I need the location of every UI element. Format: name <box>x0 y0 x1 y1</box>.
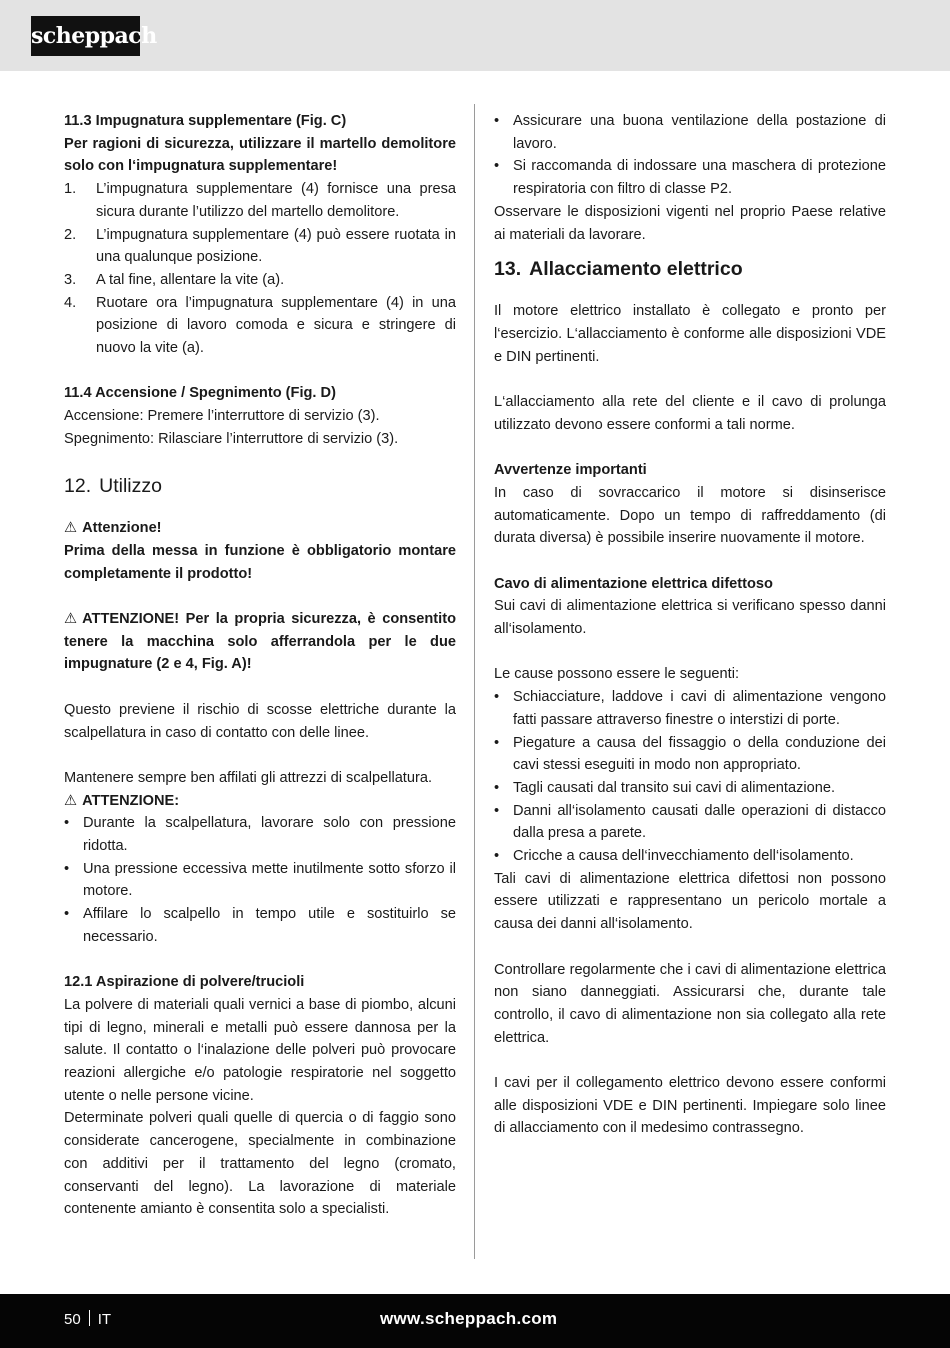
list-item: 2. L’impugnatura supplementare (4) può essere ruotata in una qualunque posizione. <box>64 226 456 266</box>
section-11-3-steps <box>64 178 456 360</box>
attention-label-2: ⚠ ATTENZIONE: <box>64 790 456 813</box>
list-item: • Assicurare una buona ventilazione della postazione di lavoro. <box>494 110 886 155</box>
important-notes-heading: Avvertenze importanti <box>494 462 647 479</box>
list-item: • Durante la scalpellatura, lavorare solo con pressione ridotta. <box>64 812 456 857</box>
page-number: 50 IT <box>64 1311 112 1328</box>
list-item: • Piegature a causa del fissaggio o della conduzione dei cavi stessi eseguiti in modo non appropriato. <box>494 732 886 777</box>
important-notes-text: In caso di sovraccarico il motore si disinserisce automaticamente. Dopo un tempo di raffreddamento (di durata diversa) è possibile inserire nuovamente il motore. <box>494 484 886 547</box>
section-12-1-heading: 12.1 Aspirazione di polvere/trucioli <box>64 974 305 991</box>
usage-bullets <box>64 812 456 948</box>
defective-cable-text: Sui cavi di alimentazione elettrica si verificano spesso danni all‘isolamento. <box>494 598 886 638</box>
switch-on-text: Accensione: Premere l’interruttore di servizio (3). <box>64 408 380 425</box>
right-column <box>494 110 886 1140</box>
ventilation-bullets <box>494 110 886 201</box>
warning-icon: ⚠ <box>64 792 78 809</box>
list-item: • Danni all‘isolamento causati dalle operazioni di distacco dalla presa a parete. <box>494 800 886 845</box>
list-item: • Schiacciature, laddove i cavi di alimentazione vengono fatti passare attraverso finestre o interstizi di porte. <box>494 686 886 731</box>
dust-paragraph-1: La polvere di materiali quali vernici a base di piombo, alcuni tipi di legno, minerali e metalli può essere dannosa per la salute. Il contatto o l‘inalazione delle polveri può provocare reazioni allergiche e/o patologie respiratorie nel soggetto utente o nelle persone vicine. <box>64 996 456 1104</box>
list-item: 1. L’impugnatura supplementare (4) fornisce una presa sicura durante l’utilizzo del martello demolitore. <box>64 181 456 220</box>
list-item: • Si raccomanda di indossare una maschera di protezione respiratoria con filtro di classe P2. <box>494 155 886 200</box>
causes-list <box>494 686 886 868</box>
dust-paragraph-2: Determinate polveri quali quelle di quercia o di faggio sono considerate cancerogene, specialmente in combinazione con additivi per il trattamento del legno (cromato, conservanti del legno). La lavorazione di materiale contenente amianto è consentita solo a specialisti. <box>64 1110 456 1218</box>
list-item: • Cricche a causa dell‘invecchiamento dell‘isolamento. <box>494 845 886 868</box>
section-13-heading: 13. Allacciamento elettrico <box>494 258 743 281</box>
language-code: IT <box>97 1311 112 1328</box>
left-column <box>64 110 456 1221</box>
switch-off-text: Spegnimento: Rilasciare l’interruttore di servizio (3). <box>64 430 399 447</box>
causes-outro: Tali cavi di alimentazione elettrica difettosi non possono essere utilizzati e rappresentano un pericolo mortale a causa dei danni all‘isolamento. <box>494 870 886 933</box>
page-header <box>0 0 950 71</box>
section-11-4-heading: 11.4 Accensione / Spegnimento (Fig. D) <box>64 385 336 402</box>
list-item: 3. A tal fine, allentare la vite (a). <box>64 271 285 288</box>
section-11-3-intro: Per ragioni di sicurezza, utilizzare il martello demolitore solo con l‘impugnatura supplementare! <box>64 135 456 175</box>
network-connection-text: L‘allacciamento alla rete del cliente e il cavo di prolunga utilizzato devono essere conformi a tali norme. <box>494 394 886 433</box>
warning-icon: ⚠ <box>64 611 78 628</box>
warning-icon: ⚠ <box>64 520 78 537</box>
column-divider <box>474 104 475 1259</box>
attention-label: ⚠ Attenzione! <box>64 517 456 540</box>
motor-connection-text: Il motore elettrico installato è collegato e pronto per l‘esercizio. L‘allacciamento è conforme alle disposizioni VDE e DIN pertinenti. <box>494 303 886 365</box>
shock-prevention-text: Questo previene il rischio di scosse elettriche durante la scalpellatura in caso di contatto con delle linee. <box>64 701 456 741</box>
list-item: • Affilare lo scalpello in tempo utile e sostituirlo se necessario. <box>64 903 456 948</box>
defective-cable-heading: Cavo di alimentazione elettrica difettoso <box>494 575 773 592</box>
sharpen-tools-text: Mantenere sempre ben affilati gli attrezzi di scalpellatura. <box>64 769 433 786</box>
causes-intro: Le cause possono essere le seguenti: <box>494 666 740 683</box>
country-rules-text: Osservare le disposizioni vigenti nel proprio Paese relative ai materiali da lavorare. <box>494 203 886 243</box>
section-12-heading: 12. Utilizzo <box>64 475 162 498</box>
brand-logo: scheppach <box>31 16 140 56</box>
section-11-3-heading: 11.3 Impugnatura supplementare (Fig. C) <box>64 113 347 129</box>
list-item: • Tagli causati dal transito sui cavi di alimentazione. <box>494 777 886 800</box>
list-item: • Una pressione eccessiva mette inutilmente sotto sforzo il motore. <box>64 858 456 903</box>
website-link[interactable]: www.scheppach.com <box>380 1309 558 1328</box>
page-separator <box>89 1310 90 1326</box>
page-footer <box>0 1294 950 1348</box>
check-cables-text: Controllare regolarmente che i cavi di alimentazione elettrica non siano danneggiati. Assicurarsi che, durante tale controllo, il cavo di alimentazione non sia collegato alla rete elettrica. <box>494 961 886 1046</box>
safety-warning: ⚠ ATTENZIONE! Per la propria sicurezza, è consentito tenere la macchina solo afferrandola per le due impugnature (2 e 4, Fig. A)! <box>64 608 456 676</box>
cable-standards-text: I cavi per il collegamento elettrico devono essere conformi alle disposizioni VDE e DIN pertinenti. Impiegare solo linee di allacciamento con il medesimo contrassegno. <box>494 1075 886 1137</box>
list-item: 4. Ruotare ora l’impugnatura supplementare (4) in una posizione di lavoro comoda e sicura e stringere di nuovo la vite (a). <box>64 294 456 357</box>
attention-text: Prima della messa in funzione è obbligatorio montare completamente il prodotto! <box>64 542 456 582</box>
